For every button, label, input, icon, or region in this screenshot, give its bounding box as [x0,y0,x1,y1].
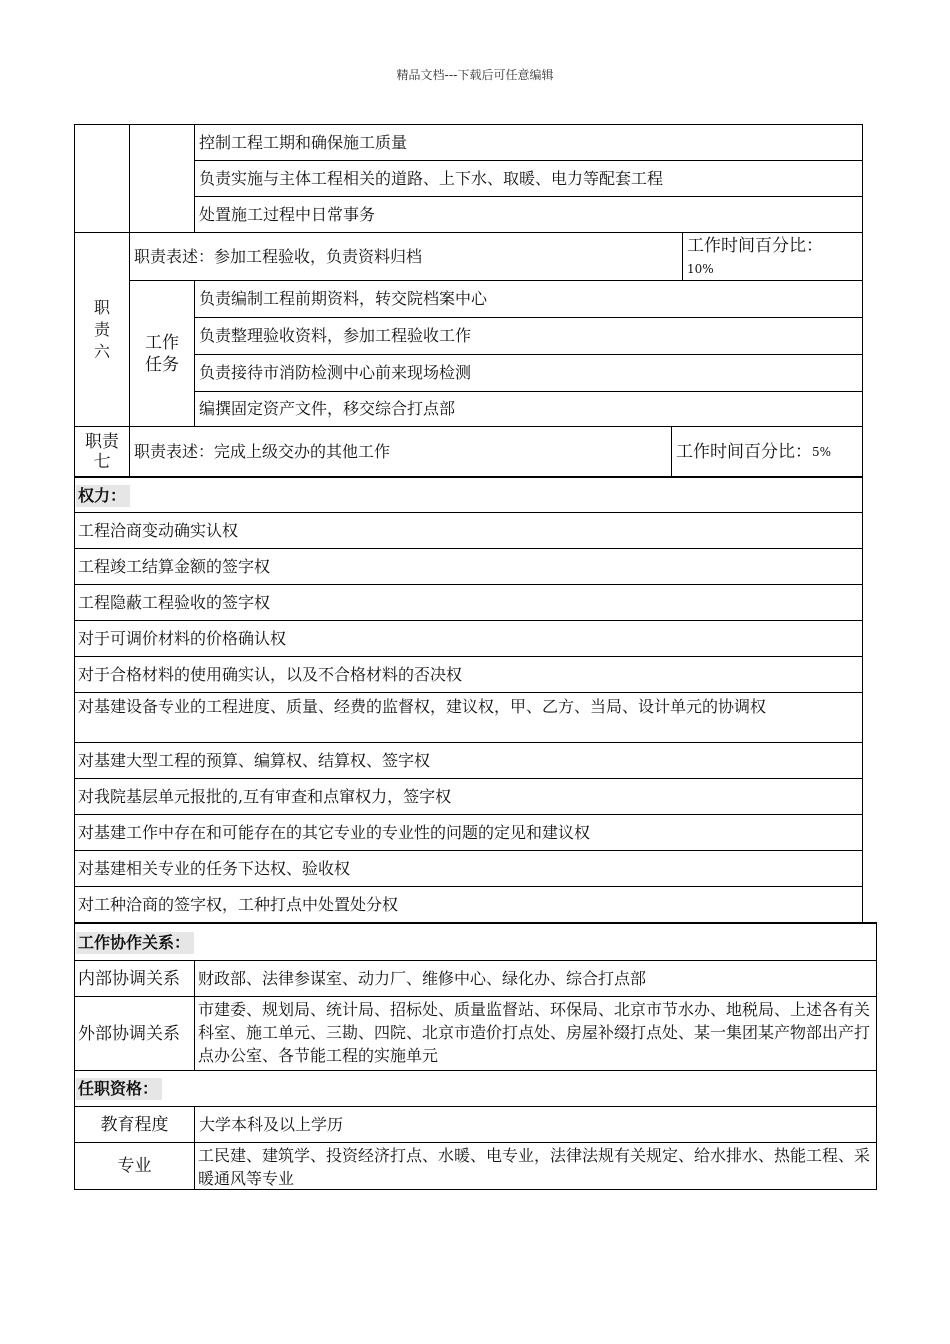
col-divider-time7 [671,426,672,477]
power-item: 工程隐蔽工程验收的签字权 [78,592,271,612]
row-line-thick [74,476,863,478]
power-item: 对我院基层单元报批的,互有审查和点窜权力，签字权 [78,786,452,806]
major-label: 专业 [117,1156,152,1175]
powers-title: 权力： [76,485,130,507]
duty6-time-value: 10% [687,262,714,276]
row-line [74,1142,877,1143]
duty7-time [676,427,831,476]
power-item: 对基建设备专业的工程进度、质量、经费的监督权，建议权，甲、乙方、当局、设计单元的协调权 [78,697,767,716]
col-divider-relations [194,960,195,1070]
table-border-right-lower [876,923,877,1190]
duty6-task-label: 工作 任务 [145,332,179,374]
external-label: 外部协调关系 [78,1023,180,1043]
duty5-task: 处置施工过程中日常事务 [199,204,376,224]
power-item: 对于可调价材料的价格确认权 [78,628,287,648]
row-line [74,692,863,693]
power-item: 工程洽商变动确实认权 [78,520,239,540]
major-value: 工民建、建筑学、投资经济打点、水暖、电专业，法律法规有关规定、给水排水、热能工程、采暖通风等专业 [198,1146,871,1188]
row-line [74,1106,877,1107]
duty6-task: 负责编制工程前期资料，转交院档案中心 [199,289,488,308]
internal-label: 内部协调关系 [78,968,180,988]
table-border-right [862,124,863,924]
col-divider-time6 [682,232,683,280]
duty7-time-label: 工作时间百分比： [676,441,812,461]
internal-value: 财政部、法律参谋室、动力厂、维修中心、绿化办、综合打点部 [198,968,647,988]
education-value: 大学本科及以上学历 [199,1114,344,1134]
power-item: 对工种洽商的签字权，工种打点中处置处分权 [78,894,399,914]
row-line [74,124,863,125]
duty7-statement: 职责表述：完成上级交办的其他工作 [134,441,391,461]
duty5-task: 控制工程工期和确保施工质量 [199,132,408,152]
duty7-time-value: 5% [812,444,832,459]
duty6-time-label: 工作时间百分比： [687,236,823,255]
col-divider-2b [194,280,195,426]
col-divider-qualifications [194,1106,195,1190]
row-line [74,1070,877,1071]
power-item: 工程竣工结算金额的签字权 [78,556,271,576]
row-line [74,996,877,997]
duty6-task: 负责整理验收资料，参加工程验收工作 [199,326,472,345]
power-item: 对于合格材料的使用确实认，以及不合格材料的否决权 [78,664,463,684]
row-line-thick [74,922,877,924]
duty6-task: 负责接待市消防检测中心前来现场检测 [199,363,472,382]
duty6-task: 编撰固定资产文件，移交综合打点部 [199,399,456,418]
duty7-label: 职责 七 [85,431,119,471]
qualifications-title: 任职资格： [76,1078,162,1100]
page-header: 精品文档---下载后可任意编辑 [396,68,554,82]
relations-title: 工作协作关系： [76,932,194,954]
duty6-label: 职 责 六 [93,297,110,361]
duty6-statement: 职责表述：参加工程验收，负责资料归档 [134,246,423,266]
power-item: 对基建工作中存在和可能存在的其它专业的专业性的问题的定见和建议权 [78,822,591,842]
education-label: 教育程度 [100,1114,169,1134]
power-item: 对基建大型工程的预算、编算权、结算权、签字权 [78,750,431,770]
duty5-task: 负责实施与主体工程相关的道路、上下水、取暖、电力等配套工程 [199,168,664,188]
col-divider-2a [194,124,195,232]
external-value: 市建委、规划局、统计局、招标处、质量监督站、环保局、北京市节水办、地税局、上述各有关科室、施工单元、三勘、四院、北京市造价打点处、房屋补缀打点处、某一集团某产物部出产打点办公室、各节能工程的实施单元 [198,1000,871,1065]
power-item: 对基建相关专业的任务下达权、验收权 [78,858,351,878]
